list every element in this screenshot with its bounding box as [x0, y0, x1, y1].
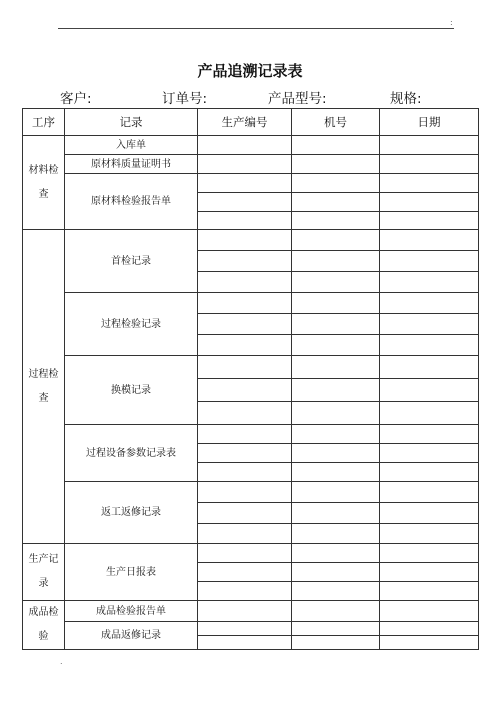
machine-no-cell[interactable] — [292, 293, 380, 314]
machine-no-cell[interactable] — [292, 503, 380, 524]
date-cell[interactable] — [380, 402, 479, 425]
date-cell[interactable] — [380, 582, 479, 601]
machine-no-cell[interactable] — [292, 193, 380, 212]
stage-material-inspection: 材料检 查 — [23, 136, 65, 230]
machine-no-cell[interactable] — [292, 174, 380, 193]
record-process-inspection: 过程检验记录 — [65, 293, 198, 356]
machine-no-cell[interactable] — [292, 463, 380, 482]
machine-no-cell[interactable] — [292, 314, 380, 335]
record-finished-goods-rework: 成品返修记录 — [65, 622, 198, 650]
model-no-label: 产品型号: — [268, 91, 327, 107]
date-cell[interactable] — [380, 230, 479, 251]
production-no-cell[interactable] — [198, 136, 292, 155]
date-cell[interactable] — [380, 272, 479, 293]
trace-table — [22, 108, 479, 650]
date-cell[interactable] — [380, 251, 479, 272]
machine-no-cell[interactable] — [292, 582, 380, 601]
production-no-cell[interactable] — [198, 251, 292, 272]
machine-no-cell[interactable] — [292, 136, 380, 155]
machine-no-cell[interactable] — [292, 272, 380, 293]
production-no-cell[interactable] — [198, 425, 292, 444]
record-finished-goods-inspection-report: 成品检验报告单 — [65, 601, 198, 622]
production-no-cell[interactable] — [198, 174, 292, 193]
production-no-cell[interactable] — [198, 444, 292, 463]
col-header-process: 工序 — [23, 109, 65, 136]
machine-no-cell[interactable] — [292, 212, 380, 230]
date-cell[interactable] — [380, 136, 479, 155]
production-no-cell[interactable] — [198, 582, 292, 601]
date-cell[interactable] — [380, 444, 479, 463]
date-cell[interactable] — [380, 293, 479, 314]
date-cell[interactable] — [380, 563, 479, 582]
table-header-row — [23, 109, 479, 136]
date-cell[interactable] — [380, 482, 479, 503]
col-header-record: 记录 — [65, 109, 198, 136]
table-row — [23, 174, 479, 193]
production-no-cell[interactable] — [198, 356, 292, 379]
production-no-cell[interactable] — [198, 482, 292, 503]
date-cell[interactable] — [380, 503, 479, 524]
production-no-cell[interactable] — [198, 230, 292, 251]
production-no-cell[interactable] — [198, 314, 292, 335]
machine-no-cell[interactable] — [292, 230, 380, 251]
table-row — [23, 155, 479, 174]
machine-no-cell[interactable] — [292, 544, 380, 563]
table-row — [23, 425, 479, 444]
production-no-cell[interactable] — [198, 193, 292, 212]
production-no-cell[interactable] — [198, 622, 292, 636]
production-no-cell[interactable] — [198, 463, 292, 482]
col-header-production-no: 生产编号 — [198, 109, 292, 136]
machine-no-cell[interactable] — [292, 482, 380, 503]
table-row — [23, 601, 479, 622]
machine-no-cell[interactable] — [292, 563, 380, 582]
date-cell[interactable] — [380, 463, 479, 482]
machine-no-cell[interactable] — [292, 356, 380, 379]
date-cell[interactable] — [380, 544, 479, 563]
date-cell[interactable] — [380, 379, 479, 402]
date-cell[interactable] — [380, 425, 479, 444]
record-material-inspection-report: 原材料检验报告单 — [65, 174, 198, 230]
production-no-cell[interactable] — [198, 503, 292, 524]
date-cell[interactable] — [380, 356, 479, 379]
table-row — [23, 544, 479, 563]
production-no-cell[interactable] — [198, 601, 292, 622]
production-no-cell[interactable] — [198, 212, 292, 230]
production-no-cell[interactable] — [198, 402, 292, 425]
production-no-cell[interactable] — [198, 563, 292, 582]
record-rework-repair: 返工返修记录 — [65, 482, 198, 544]
record-receiving-slip: 入库单 — [65, 136, 198, 155]
table-row — [23, 230, 479, 251]
date-cell[interactable] — [380, 636, 479, 650]
stage-finished-goods-inspection: 成品检 验 — [23, 601, 65, 650]
date-cell[interactable] — [380, 622, 479, 636]
date-cell[interactable] — [380, 314, 479, 335]
production-no-cell[interactable] — [198, 293, 292, 314]
col-header-machine-no: 机号 — [292, 109, 380, 136]
footer-mark: . — [60, 657, 63, 666]
machine-no-cell[interactable] — [292, 379, 380, 402]
table-row — [23, 622, 479, 636]
production-no-cell[interactable] — [198, 335, 292, 356]
page-title: 产品追溯记录表 — [197, 62, 303, 80]
record-mold-change: 换模记录 — [65, 356, 198, 425]
machine-no-cell[interactable] — [292, 335, 380, 356]
spec-label: 规格: — [390, 91, 422, 107]
header-rule — [58, 28, 454, 29]
header-mark: : — [450, 18, 453, 27]
date-cell[interactable] — [380, 524, 479, 544]
machine-no-cell[interactable] — [292, 601, 380, 622]
production-no-cell[interactable] — [198, 544, 292, 563]
machine-no-cell[interactable] — [292, 402, 380, 425]
table-row — [23, 482, 479, 503]
production-no-cell[interactable] — [198, 524, 292, 544]
date-cell[interactable] — [380, 155, 479, 174]
table-row — [23, 136, 479, 155]
table-row — [23, 293, 479, 314]
date-cell[interactable] — [380, 174, 479, 193]
machine-no-cell[interactable] — [292, 524, 380, 544]
date-cell[interactable] — [380, 335, 479, 356]
record-first-article-inspection: 首检记录 — [65, 230, 198, 293]
machine-no-cell[interactable] — [292, 444, 380, 463]
machine-no-cell[interactable] — [292, 636, 380, 650]
machine-no-cell[interactable] — [292, 251, 380, 272]
record-material-quality-certificate: 原材料质量证明书 — [65, 155, 198, 174]
machine-no-cell[interactable] — [292, 155, 380, 174]
machine-no-cell[interactable] — [292, 622, 380, 636]
production-no-cell[interactable] — [198, 155, 292, 174]
record-daily-production-report: 生产日报表 — [65, 544, 198, 601]
record-equipment-parameters: 过程设备参数记录表 — [65, 425, 198, 482]
date-cell[interactable] — [380, 212, 479, 230]
production-no-cell[interactable] — [198, 636, 292, 650]
date-cell[interactable] — [380, 193, 479, 212]
production-no-cell[interactable] — [198, 379, 292, 402]
order-no-label: 订单号: — [162, 91, 208, 107]
stage-process-inspection: 过程检 查 — [23, 230, 65, 544]
stage-production-record: 生产记 录 — [23, 544, 65, 601]
table-row — [23, 356, 479, 379]
production-no-cell[interactable] — [198, 272, 292, 293]
customer-label: 客户: — [60, 91, 92, 107]
date-cell[interactable] — [380, 601, 479, 622]
col-header-date: 日期 — [380, 109, 479, 136]
machine-no-cell[interactable] — [292, 425, 380, 444]
